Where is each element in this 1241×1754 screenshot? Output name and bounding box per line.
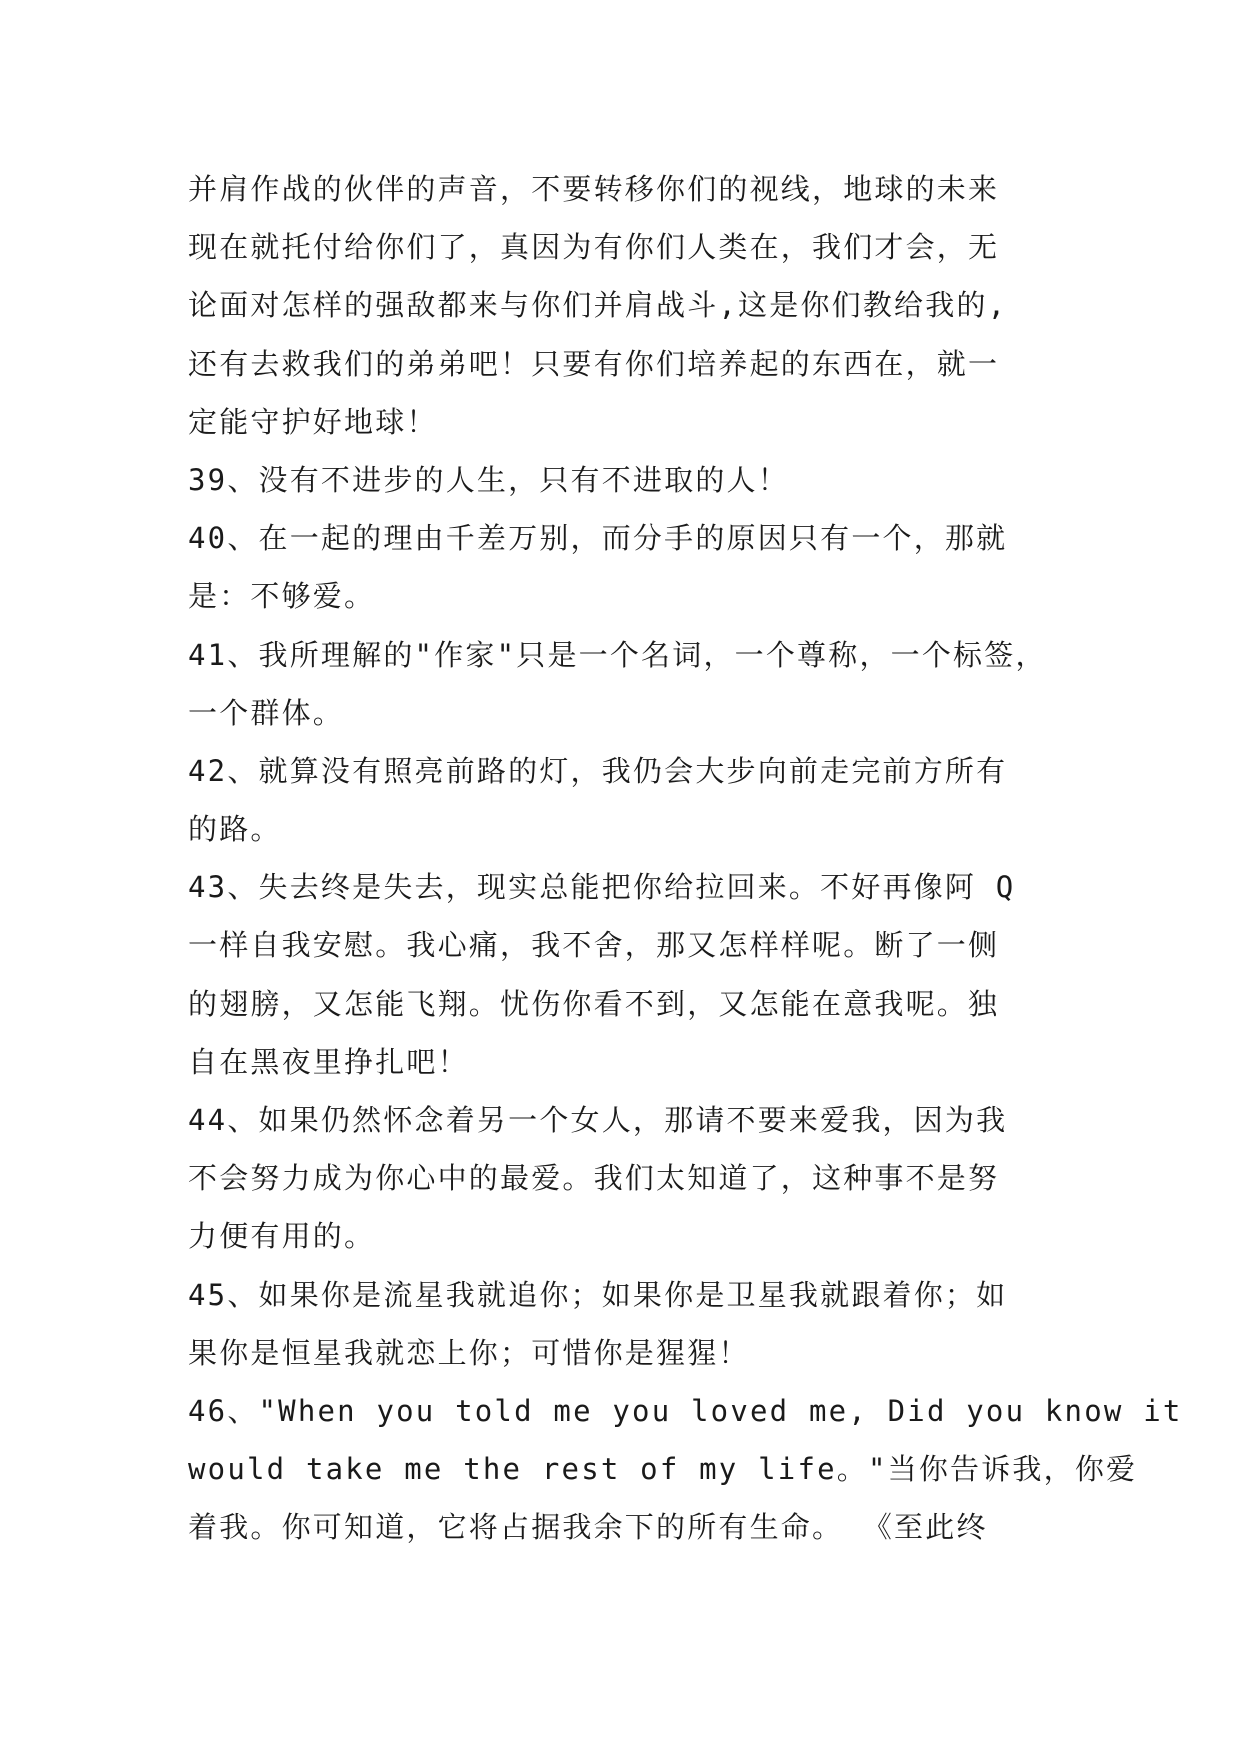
text-line: 42、就算没有照亮前路的灯，我仍会大步向前走完前方所有: [188, 753, 1008, 788]
text-line: 是：不够爱。: [188, 579, 376, 614]
text-line: 一个群体。: [188, 695, 345, 730]
text-line: 自在黑夜里挣扎吧！: [188, 1044, 469, 1079]
text-line: 定能守护好地球！: [188, 404, 438, 439]
document-body: [188, 160, 1183, 1557]
text-line: 41、我所理解的"作家"只是一个名词，一个尊称，一个标签，: [188, 637, 1047, 672]
text-line: 40、在一起的理由千差万别，而分手的原因只有一个，那就: [188, 521, 1008, 556]
text-line: 不会努力成为你心中的最爱。我们太知道了，这种事不是努: [188, 1161, 1000, 1196]
text-line: 39、没有不进步的人生，只有不进取的人！: [188, 462, 789, 497]
text-line: 还有去救我们的弟弟吧！只要有你们培养起的东西在，就一: [188, 346, 1000, 381]
text-line: 44、如果仍然怀念着另一个女人，那请不要来爱我，因为我: [188, 1103, 1008, 1137]
text-line: 果你是恒星我就恋上你；可惜你是猩猩！: [188, 1335, 750, 1370]
text-line: 着我。你可知道，它将占据我余下的所有生命。 《至此终: [188, 1510, 988, 1545]
text-line: 45、如果你是流星我就追你；如果你是卫星我就跟着你；如: [188, 1277, 1008, 1312]
text-line: 现在就托付给你们了，真因为有你们人类在，我们才会，无: [188, 230, 1000, 265]
text-line: would take me the rest of my life。"当你告诉我，你爱: [188, 1452, 1138, 1487]
text-line: 的翅膀，又怎能飞翔。忧伤你看不到，又怎能在意我呢。独: [188, 986, 1000, 1021]
text-line: 一样自我安慰。我心痛，我不舍，那又怎样样呢。断了一侧: [188, 928, 1000, 963]
text-line: 的路。: [188, 812, 282, 847]
text-line: 并肩作战的伙伴的声音，不要转移你们的视线，地球的未来: [188, 172, 1000, 206]
text-line: 46、"When you told me you loved me, Did you know it: [188, 1393, 1183, 1428]
text-line: 力便有用的。: [188, 1219, 376, 1254]
text-line: 论面对怎样的强敌都来与你们并肩战斗,这是你们教给我的,: [188, 288, 1008, 323]
text-line: 43、失去终是失去，现实总能把你给拉回来。不好再像阿 Q: [188, 870, 1016, 905]
